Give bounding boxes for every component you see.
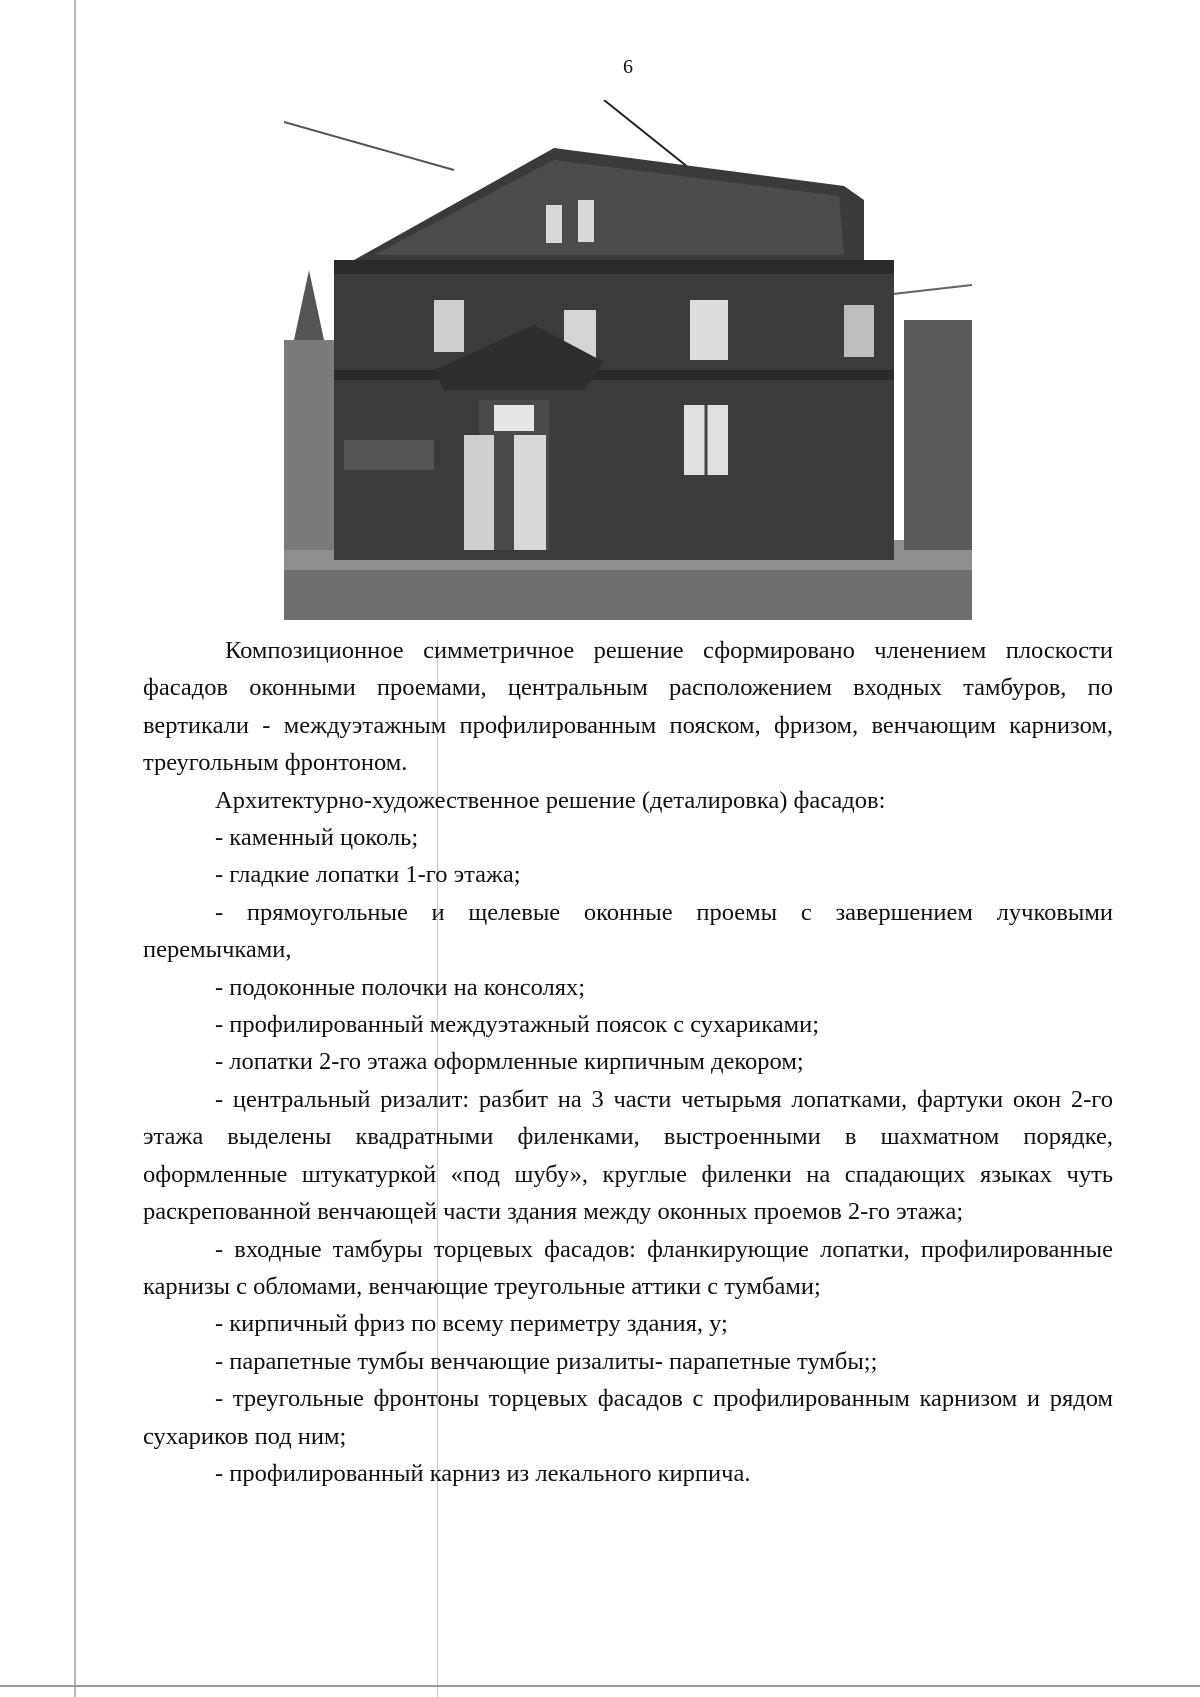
list-item: - каменный цоколь; [215, 824, 419, 852]
list-item: - прямоугольные и щелевые оконные проемы с завершением лучковыми перемычками, [143, 898, 1113, 964]
scan-border-left [74, 0, 76, 1697]
list-item: - лопатки 2-го этажа оформленные кирпичным декором; [215, 1048, 804, 1076]
list-item: - парапетные тумбы венчающие ризалиты- парапетные тумбы;; [215, 1347, 878, 1375]
page-number: 6 [623, 56, 633, 78]
building-photo-icon [284, 100, 972, 620]
list-item: - гладкие лопатки 1-го этажа; [215, 861, 521, 889]
scan-border-bottom [0, 1685, 1200, 1687]
paragraph: Архитектурно-художественное решение (деталировка) фасадов: [215, 786, 886, 814]
paragraph: Композиционное симметричное решение сформировано членением плоскости фасадов оконными проемами, центральным расположением входных тамбуров, по вертикали - междуэтажным профилированным пояском, фризом, венчающим карнизом, треугольным фронтоном. [143, 637, 1113, 777]
list-item: - кирпичный фриз по всему периметру здания, у; [215, 1310, 728, 1338]
list-item: - треугольные фронтоны торцевых фасадов с профилированным карнизом и рядом сухариков под ним; [143, 1385, 1113, 1450]
list-item: - профилированный междуэтажный поясок с сухариками; [215, 1011, 820, 1039]
list-item: - подоконные полочки на консолях; [215, 973, 586, 1001]
list-item: - входные тамбуры торцевых фасадов: фланкирующие лопатки, профилированные карнизы с обломами, венчающие треугольные аттики с тумбами; [143, 1235, 1113, 1300]
list-item: - профилированный карниз из лекального кирпича. [215, 1459, 751, 1487]
list-item: - центральный ризалит: разбит на 3 части четырьмя лопатками, фартуки окон 2-го этажа выделены квадратными филенками, выстроенными в шахматном порядке, оформленные штукатуркой «под шубу», круглые филенки на спадающих языках чуть раскрепованной венчающей части здания между оконных проемов 2-го этажа; [143, 1085, 1113, 1226]
document-text [143, 632, 1113, 1492]
